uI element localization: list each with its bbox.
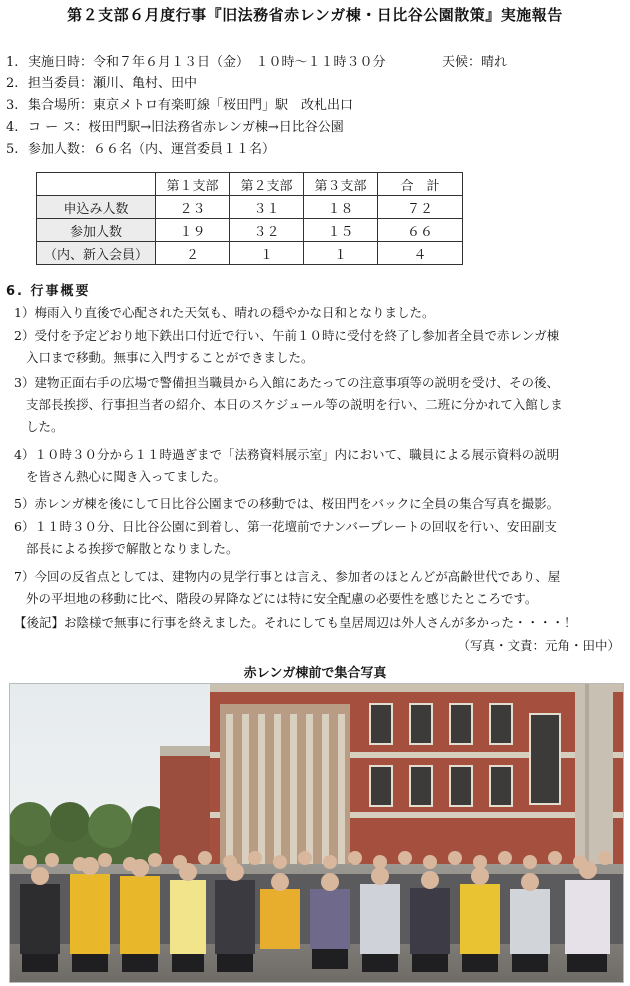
table-cell: ７２ [378, 196, 463, 219]
table-cell: ３２ [230, 219, 304, 242]
table-cell: ２３ [156, 196, 230, 219]
afterword [14, 612, 620, 634]
photo-caption: 赤レンガ棟前で集合写真 [243, 666, 387, 681]
paragraph-line: 部長による挨拶で解散となりました。 [26, 541, 239, 556]
paragraph-7 [14, 566, 620, 610]
table-cell: １９ [156, 219, 230, 242]
paragraph-5 [14, 493, 620, 515]
table-row-label: 申込み人数 [37, 196, 156, 219]
paragraph-2 [14, 325, 620, 369]
table-cell: ２ [156, 242, 230, 265]
item-text: 参加人数：６６名（内、運営委員１１名） [28, 142, 276, 157]
paragraph-4 [14, 444, 620, 488]
item-number: 3. [6, 98, 19, 113]
table-row [37, 242, 463, 265]
table-cell: １５ [304, 219, 378, 242]
item-meeting-place [6, 96, 353, 116]
item-text: 集合場所：東京メトロ有楽町線「桜田門」駅 改札出口 [28, 98, 354, 113]
credit-line: （写真・文責：元角・田中） [457, 638, 620, 653]
paragraph-line: 4）１０時３０分から１１時過ぎまで「法務資料展示室」内において、職員による展示資料の説明 [14, 447, 560, 462]
participants-table [36, 172, 463, 265]
paragraph-line: 3）建物正面右手の広場で警備担当職員から入館にあたっての注意事項等の説明を受け、その後、 [14, 375, 559, 390]
section-heading: 6. 行事概要 [6, 284, 91, 299]
paragraph-line: 2）受付を予定どおり地下鉄出口付近で行い、午前１０時に受付を終了し参加者全員で赤レンガ棟 [14, 328, 560, 343]
item-number: 2. [6, 76, 19, 91]
paragraph-line: 支部長挨拶、行事担当者の紹介、本日のスケジュール等の説明を行い、二班に分かれて入館しま [26, 397, 563, 412]
table-cell: ３１ [230, 196, 304, 219]
paragraph-line: 1）梅雨入り直後で心配された天気も、晴れの穏やかな日和となりました。 [14, 305, 435, 320]
item-text: 実施日時：令和７年６月１３日（金） １０時〜１１時３０分 [28, 55, 386, 70]
item-number: 4. [6, 120, 19, 135]
report-title: 第２支部６月度行事『旧法務省赤レンガ棟・日比谷公園散策』実施報告 [67, 6, 563, 24]
table-cell: １ [230, 242, 304, 265]
paragraph-line: 外の平坦地の移動に比べ、階段の昇降などには特に安全配慮の必要性を感じたところです。 [26, 591, 538, 606]
item-staff [6, 74, 197, 94]
table-header-row [37, 173, 463, 196]
item-participants [6, 140, 275, 160]
item-number: 5. [6, 142, 19, 157]
paragraph-6 [14, 516, 620, 560]
paragraph-line: を皆さん熱心に聞き入ってました。 [26, 469, 227, 484]
table-row [37, 219, 463, 242]
paragraph-3 [14, 372, 620, 438]
paragraph-line: 6）１１時３０分、日比谷公園に到着し、第一花壇前でナンバープレートの回収を行い、安田副支 [14, 519, 557, 534]
table-header: 第１支部 [156, 173, 230, 196]
paragraph-line: 5）赤レンガ棟を後にして日比谷公園までの移動では、桜田門をバックに全員の集合写真を撮影。 [14, 496, 560, 511]
item-text: コ ー ス：桜田門駅→旧法務省赤レンガ棟→日比谷公園 [28, 120, 344, 135]
group-photo [9, 683, 624, 983]
item-text: 担当委員：瀬川、亀村、田中 [28, 76, 198, 91]
paragraph-line: 入口まで移動。無事に入門することができました。 [26, 350, 314, 365]
table-header [37, 173, 156, 196]
item-number: 1. [6, 55, 19, 70]
table-header: 合 計 [378, 173, 463, 196]
table-cell: ６６ [378, 219, 463, 242]
table-row-label: 参加人数 [37, 219, 156, 242]
group-photo-illustration [10, 684, 623, 982]
table-header: 第３支部 [304, 173, 378, 196]
paragraph-line: した。 [26, 419, 64, 434]
item-course [6, 118, 344, 138]
table-header: 第２支部 [230, 173, 304, 196]
item-date [6, 53, 508, 73]
table-row [37, 196, 463, 219]
table-row-label: （内、新入会員） [37, 242, 156, 265]
paragraph-line: 7）今回の反省点としては、建物内の見学行事とは言え、参加者のほとんどが高齢世代であり、屋 [14, 569, 561, 584]
table-cell: １８ [304, 196, 378, 219]
table-cell: １ [304, 242, 378, 265]
paragraph-1 [14, 302, 620, 324]
table-cell: ４ [378, 242, 463, 265]
paragraph-line: 【後記】お陰様で無事に行事を終えました。それにしても皇居周辺は外人さんが多かった・・・・！ [14, 615, 577, 630]
weather-text: 天候：晴れ [442, 55, 508, 70]
